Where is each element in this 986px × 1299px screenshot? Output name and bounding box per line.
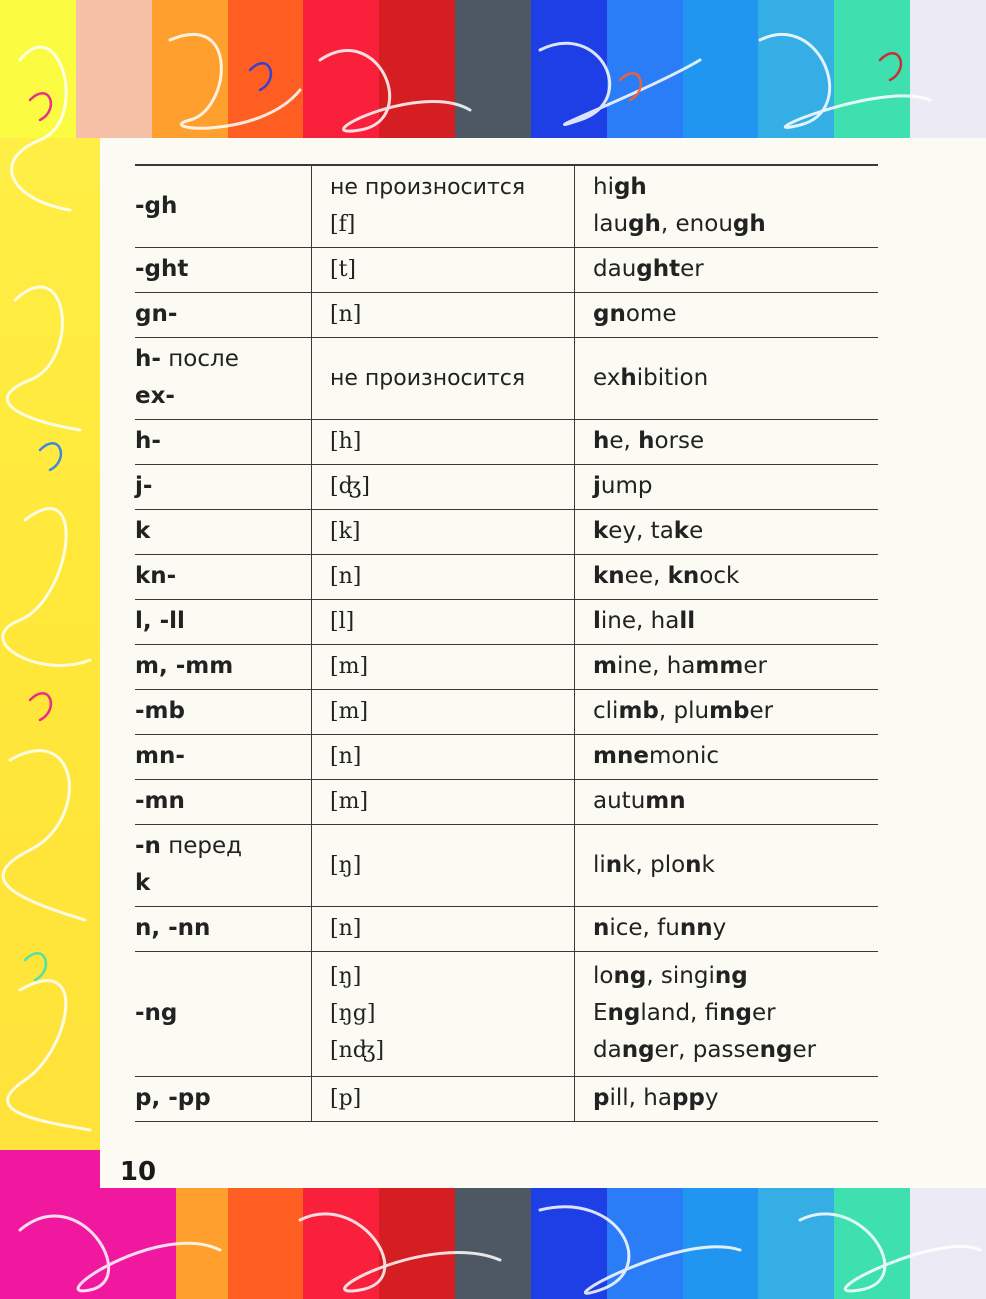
highlighted-letters: ll	[679, 608, 696, 634]
example-cell	[575, 509, 879, 554]
letter-combination	[135, 603, 307, 640]
top-band-stripe	[455, 0, 531, 138]
highlighted-letters: ng	[613, 963, 647, 989]
letter-combination	[135, 558, 307, 595]
letter-text: p, -pp	[135, 1085, 211, 1111]
table-row	[135, 165, 878, 247]
example-line	[593, 206, 878, 243]
top-band-stripe	[607, 0, 683, 138]
letter-combination	[135, 910, 307, 947]
example-line	[593, 360, 878, 397]
transcription: [ŋg]	[330, 1001, 376, 1026]
highlighted-letters: mne	[593, 743, 649, 769]
example-text: y	[704, 1085, 719, 1111]
bottom-band-stripe	[303, 1188, 379, 1299]
example-text: k, plo	[622, 851, 686, 878]
letter-cell	[135, 554, 312, 599]
example-text: , enou	[660, 211, 733, 238]
letter-sound-table	[135, 164, 878, 1122]
transcription: [t]	[330, 257, 357, 282]
letter-text: h-	[135, 346, 161, 372]
example-line	[593, 995, 878, 1032]
highlighted-letters: k	[673, 518, 690, 544]
sound-cell	[312, 824, 575, 906]
highlighted-letters: mb	[709, 698, 750, 724]
example-cell	[575, 599, 879, 644]
example-cell	[575, 165, 879, 247]
sound-cell	[312, 599, 575, 644]
sound-cell	[312, 554, 575, 599]
letter-text: -mb	[135, 698, 185, 724]
table-row	[135, 906, 878, 951]
transcription: [m]	[330, 654, 369, 679]
top-decorative-band	[0, 0, 986, 138]
top-band-stripe	[834, 0, 910, 138]
bottom-band-stripe	[683, 1188, 759, 1299]
table-row	[135, 689, 878, 734]
highlighted-letters: pp	[671, 1085, 705, 1111]
bottom-band-stripe	[834, 1188, 910, 1299]
example-text: cli	[593, 698, 619, 724]
letter-text: -n	[135, 833, 161, 859]
sound-cell	[312, 1076, 575, 1121]
highlighted-letters: j	[593, 473, 601, 499]
example-line	[593, 1080, 878, 1117]
letter-combination	[135, 468, 307, 505]
letter-text: mn-	[135, 743, 185, 769]
highlighted-letters: p	[593, 1085, 610, 1111]
example-line	[593, 169, 878, 206]
table-row	[135, 292, 878, 337]
transcription: [ŋ]	[330, 964, 362, 989]
sound-cell	[312, 951, 575, 1076]
highlighted-letters: h	[638, 428, 655, 454]
sound-cell	[312, 509, 575, 554]
example-line	[593, 251, 878, 288]
top-band-stripe	[76, 0, 152, 138]
transcription: [k]	[330, 519, 361, 544]
example-text: dau	[593, 256, 637, 282]
letter-cell	[135, 509, 312, 554]
transcription: [nʤ]	[330, 1038, 385, 1063]
top-band-stripe	[758, 0, 834, 138]
letter-combination	[135, 738, 307, 775]
highlighted-letters: ng	[621, 1037, 655, 1063]
top-band-stripe	[228, 0, 304, 138]
example-text: li	[593, 851, 606, 878]
sound-cell	[312, 419, 575, 464]
example-text: E	[593, 1000, 608, 1026]
bottom-band-stripe	[531, 1188, 607, 1299]
example-cell	[575, 337, 879, 419]
example-text: ex	[593, 364, 621, 391]
letter-text: k	[135, 518, 151, 544]
example-text: ome	[625, 301, 677, 327]
example-cell	[575, 951, 879, 1076]
letter-note: после	[160, 346, 239, 372]
transcription: [f]	[330, 212, 356, 238]
example-line	[593, 648, 878, 685]
letter-cell	[135, 779, 312, 824]
sound-cell	[312, 247, 575, 292]
example-text: er	[749, 698, 774, 724]
letter-text: l, -ll	[135, 608, 185, 634]
example-line	[593, 1032, 878, 1069]
transcription: [n]	[330, 564, 362, 589]
left-decorative-band	[0, 0, 100, 1150]
letter-combination	[135, 513, 307, 550]
example-line	[593, 910, 878, 947]
letter-text: ex-	[135, 383, 175, 409]
example-cell	[575, 824, 879, 906]
letter-text: -gh	[135, 192, 178, 219]
table-row	[135, 824, 878, 906]
example-text: er	[680, 256, 704, 282]
letter-cell	[135, 247, 312, 292]
example-text: er	[792, 1037, 817, 1063]
highlighted-letters: n	[593, 915, 610, 941]
letter-cell	[135, 689, 312, 734]
example-text: k	[701, 851, 715, 878]
letter-combination	[135, 693, 307, 730]
table-row	[135, 644, 878, 689]
highlighted-letters: h	[620, 364, 637, 391]
example-line	[593, 603, 878, 640]
example-text: autu	[593, 788, 646, 814]
transcription: [n]	[330, 302, 362, 327]
top-band-stripe	[379, 0, 455, 138]
bottom-band-stripe	[910, 1188, 986, 1299]
letter-combination	[135, 188, 307, 225]
letter-text: m, -mm	[135, 653, 234, 679]
highlighted-letters: gn	[593, 301, 626, 327]
letter-text: gn-	[135, 301, 178, 327]
sound-cell	[312, 689, 575, 734]
letter-text: -ng	[135, 1000, 178, 1026]
example-cell	[575, 292, 879, 337]
example-text: , plu	[658, 698, 710, 724]
letter-note: перед	[160, 833, 243, 859]
letter-text: -mn	[135, 788, 185, 814]
example-line	[593, 693, 878, 730]
table-row	[135, 951, 878, 1076]
example-line	[593, 468, 878, 505]
transcription: [ŋ]	[330, 852, 362, 878]
highlighted-letters: mb	[618, 698, 659, 724]
top-band-stripe	[0, 0, 76, 138]
transcription: [m]	[330, 699, 369, 724]
transcription: [p]	[330, 1086, 362, 1111]
letter-text: kn-	[135, 563, 177, 589]
example-cell	[575, 689, 879, 734]
letter-combination	[135, 423, 307, 460]
example-text: er, passe	[654, 1037, 760, 1063]
letter-cell	[135, 599, 312, 644]
table-row	[135, 419, 878, 464]
letter-cell	[135, 734, 312, 779]
letter-combination	[135, 783, 307, 820]
bottom-band-stripe	[758, 1188, 834, 1299]
example-text: , singi	[646, 963, 715, 989]
letter-cell	[135, 824, 312, 906]
example-text: land, fi	[640, 1000, 720, 1026]
example-line	[593, 296, 878, 333]
sound-cell	[312, 779, 575, 824]
example-line	[593, 738, 878, 775]
top-band-stripe	[152, 0, 228, 138]
highlighted-letters: ng	[759, 1037, 793, 1063]
sound-cell	[312, 906, 575, 951]
example-text: monic	[648, 743, 720, 769]
example-text: da	[593, 1037, 622, 1063]
table-row	[135, 734, 878, 779]
highlighted-letters: kn	[667, 563, 700, 589]
example-text: ine, ha	[616, 653, 696, 679]
example-cell	[575, 419, 879, 464]
transcription: не произносится	[330, 175, 526, 201]
example-cell	[575, 644, 879, 689]
letter-cell	[135, 1076, 312, 1121]
letter-cell	[135, 951, 312, 1076]
letter-combination	[135, 995, 307, 1032]
highlighted-letters: nn	[679, 915, 713, 941]
sound-cell	[312, 292, 575, 337]
letter-combination	[135, 341, 307, 378]
letter-text: j-	[135, 473, 153, 499]
example-line	[593, 847, 878, 884]
table-row	[135, 509, 878, 554]
example-line	[593, 783, 878, 820]
highlighted-letters: gh	[628, 211, 661, 238]
example-text: lau	[593, 211, 629, 238]
letter-text: n, -nn	[135, 915, 211, 941]
highlighted-letters: ng	[719, 1000, 753, 1026]
example-text: ill, ha	[609, 1085, 672, 1111]
bottom-band-stripe	[455, 1188, 531, 1299]
example-text: ice, fu	[609, 915, 680, 941]
top-band-stripe	[683, 0, 759, 138]
table-row	[135, 1076, 878, 1121]
example-cell	[575, 1076, 879, 1121]
highlighted-letters: k	[593, 518, 609, 544]
highlighted-letters: ng	[607, 1000, 641, 1026]
highlighted-letters: ght	[636, 256, 681, 282]
letter-text: -ght	[135, 256, 189, 282]
letter-cell	[135, 165, 312, 247]
highlighted-letters: kn	[593, 563, 625, 589]
letter-cell	[135, 644, 312, 689]
example-text: e	[689, 518, 704, 544]
highlighted-letters: gh	[613, 174, 647, 201]
highlighted-letters: gh	[732, 211, 766, 238]
letter-combination	[135, 648, 307, 685]
example-cell	[575, 906, 879, 951]
bottom-band-stripe	[379, 1188, 455, 1299]
letter-text: k	[135, 870, 151, 896]
example-cell	[575, 779, 879, 824]
letter-cell	[135, 906, 312, 951]
letter-cell	[135, 292, 312, 337]
example-text: lo	[593, 963, 614, 989]
example-text: er	[752, 1000, 776, 1026]
letter-cell	[135, 419, 312, 464]
transcription: [n]	[330, 744, 362, 769]
table-row	[135, 247, 878, 292]
example-text: orse	[654, 428, 705, 454]
example-text: e,	[609, 428, 639, 454]
example-cell	[575, 247, 879, 292]
transcription: не произносится	[330, 365, 526, 391]
example-text: ine, ha	[600, 608, 680, 634]
example-line	[593, 513, 878, 550]
example-cell	[575, 464, 879, 509]
top-band-stripe	[531, 0, 607, 138]
letter-combination	[135, 828, 307, 865]
page-number: 10	[119, 1157, 157, 1187]
example-text: ock	[699, 563, 740, 589]
letter-combination	[135, 1080, 307, 1117]
example-text: ey, ta	[608, 518, 674, 544]
highlighted-letters: ng	[714, 963, 748, 989]
example-cell	[575, 554, 879, 599]
highlighted-letters: n	[685, 851, 702, 878]
sound-cell	[312, 464, 575, 509]
top-band-stripe	[303, 0, 379, 138]
letter-cell	[135, 337, 312, 419]
highlighted-letters: m	[593, 653, 617, 679]
table-row	[135, 337, 878, 419]
letter-combination	[135, 865, 307, 902]
example-line	[593, 558, 878, 595]
letter-combination	[135, 296, 307, 333]
table-row	[135, 599, 878, 644]
example-text: ump	[600, 473, 653, 499]
transcription: [h]	[330, 429, 362, 454]
example-line	[593, 423, 878, 460]
sound-cell	[312, 734, 575, 779]
transcription: [l]	[330, 609, 355, 634]
sound-cell	[312, 644, 575, 689]
bottom-band-stripe	[228, 1188, 304, 1299]
table-row	[135, 779, 878, 824]
table-row	[135, 554, 878, 599]
sound-cell	[312, 337, 575, 419]
highlighted-letters: mm	[695, 653, 744, 679]
transcription: [n]	[330, 916, 362, 941]
letter-combination	[135, 251, 307, 288]
letter-text: h-	[135, 428, 161, 454]
example-text: er	[743, 653, 767, 679]
example-text: y	[712, 915, 727, 941]
example-text: ibition	[636, 364, 709, 391]
transcription: [m]	[330, 789, 369, 814]
example-line	[593, 958, 878, 995]
letter-combination	[135, 378, 307, 415]
transcription: [ʤ]	[330, 474, 370, 499]
top-band-stripe	[910, 0, 986, 138]
highlighted-letters: mn	[645, 788, 686, 814]
sound-cell	[312, 165, 575, 247]
highlighted-letters: l	[593, 608, 601, 634]
example-cell	[575, 734, 879, 779]
example-text: hi	[593, 174, 614, 201]
highlighted-letters: n	[605, 851, 623, 878]
letter-cell	[135, 464, 312, 509]
highlighted-letters: h	[593, 428, 610, 454]
example-text: ee,	[624, 563, 668, 589]
bottom-band-stripe	[607, 1188, 683, 1299]
table-row	[135, 464, 878, 509]
